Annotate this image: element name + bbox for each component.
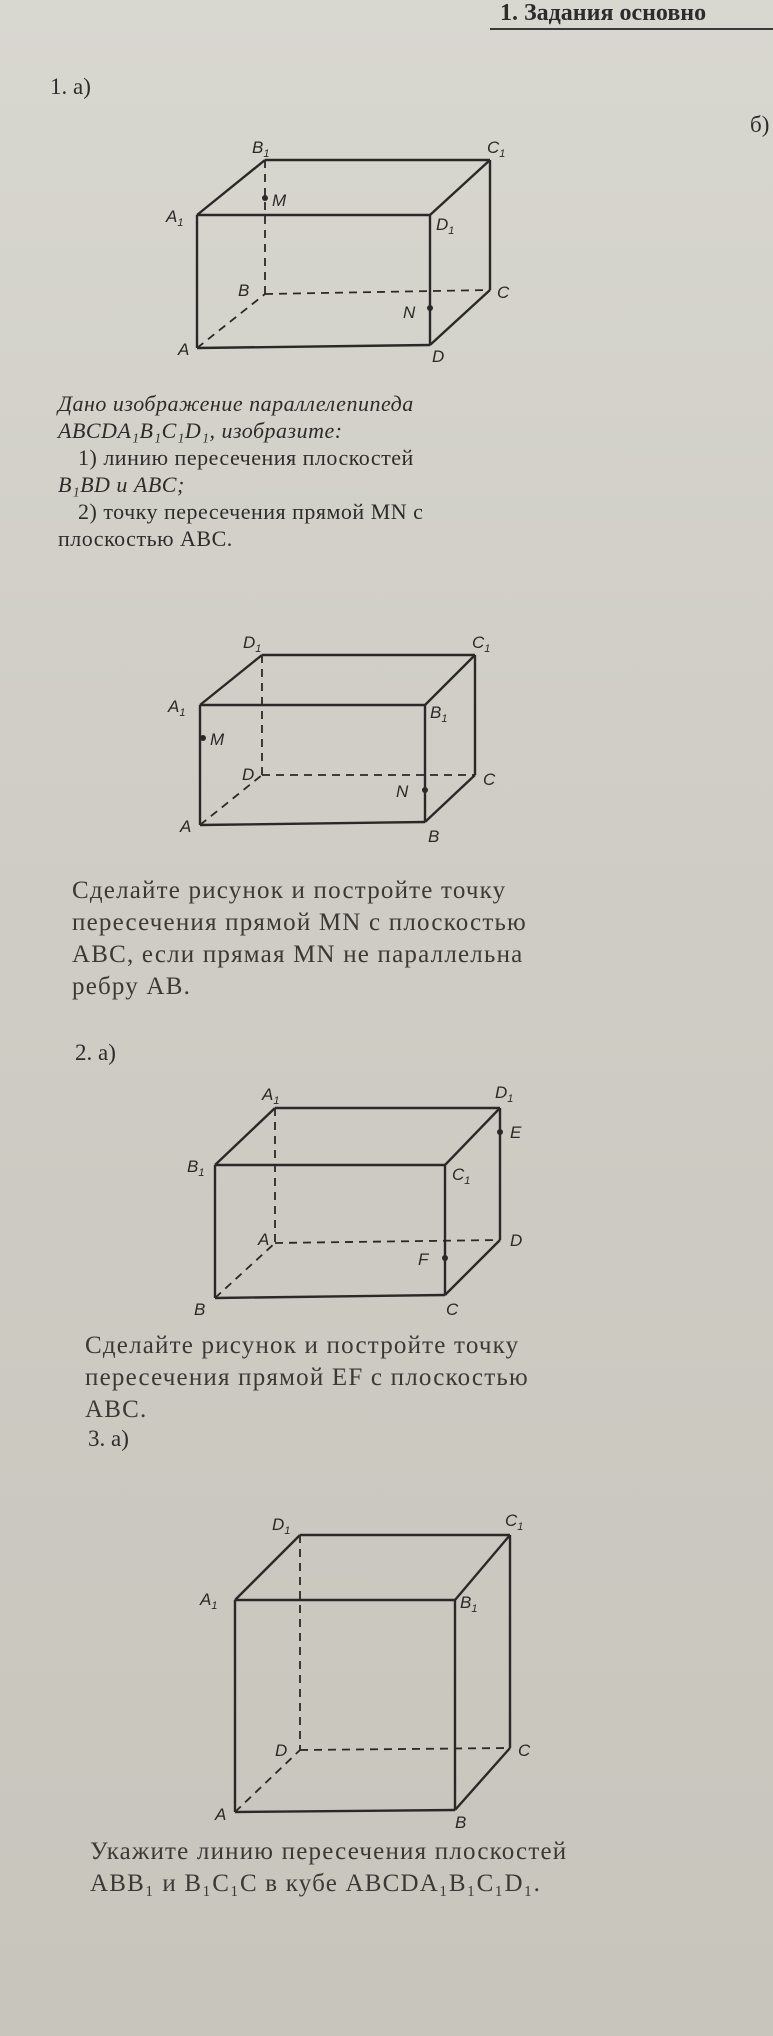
label-D1: $D_1$ — [436, 215, 455, 237]
task1b-text-line-1: Сделайте рисунок и постройте точку — [72, 877, 507, 904]
task1-number: 1. а) — [50, 74, 91, 99]
label-B1: $B_1$ — [430, 703, 448, 725]
label-M: M — [272, 191, 287, 210]
label-A: A — [215, 1805, 227, 1824]
label-B: B — [238, 281, 250, 300]
label-C: C — [497, 283, 510, 302]
task3-text-line-2: ABB₁ и B₁C₁C в кубе ABCDA₁B₁C₁D₁. — [90, 1870, 542, 1897]
label-D1: $D_1$ — [272, 1515, 291, 1537]
label-C1: $C_1$ — [472, 633, 491, 655]
label-A1: $A_1$ — [168, 697, 186, 719]
label-M: M — [210, 730, 225, 749]
label-D1: $D_1$ — [495, 1083, 514, 1105]
label-B: B — [428, 827, 440, 846]
task1-text-line-3: 1) линию пересечения плоскостей — [78, 445, 414, 470]
task1-text-line-5: 2) точку пересечения прямой MN с — [78, 499, 424, 524]
hidden-edge-AD — [235, 1750, 300, 1812]
label-A1: $A_1$ — [262, 1085, 280, 1107]
label-C1: $C_1$ — [487, 138, 506, 160]
label-C1: $C_1$ — [505, 1511, 524, 1533]
label-D: D — [275, 1741, 288, 1760]
task2-text-line-3: ABC. — [85, 1396, 148, 1423]
side-label: б) — [750, 112, 770, 137]
label-A: A — [180, 817, 192, 836]
label-D: D — [510, 1231, 523, 1250]
label-A1: $A_1$ — [200, 1590, 218, 1612]
task1-text-line-4: B₁BD и ABC; — [58, 472, 185, 497]
label-N: N — [396, 782, 409, 801]
label-B1: $B_1$ — [460, 1593, 478, 1615]
hidden-edge-DC — [300, 1748, 510, 1750]
task2-number: 2. а) — [75, 1040, 116, 1065]
label-B1: $B_1$ — [187, 1157, 205, 1179]
task1-text-line-2: ABCDA₁B₁C₁D₁, изобразите: — [58, 418, 343, 443]
label-D: D — [242, 765, 255, 784]
edge-BC — [455, 1748, 510, 1810]
label-C: C — [446, 1300, 459, 1319]
label-A1: $A_1$ — [166, 207, 184, 229]
task1b-text-line-2: пересечения прямой MN с плоскостью — [72, 909, 527, 936]
label-C: C — [483, 770, 496, 789]
label-N: N — [403, 303, 416, 322]
edge-A1D1 — [235, 1535, 300, 1600]
label-C1: $C_1$ — [452, 1165, 471, 1187]
label-B1: $B_1$ — [252, 138, 270, 160]
label-F: F — [418, 1250, 429, 1269]
label-E: E — [510, 1123, 522, 1142]
label-A: A — [178, 340, 190, 359]
task1b-text-line-4: ребру AB. — [72, 973, 192, 1000]
label-C: C — [518, 1741, 531, 1760]
task1b-text-line-3: ABC, если прямая MN не параллельна — [72, 941, 524, 968]
edge-B1C1 — [455, 1535, 510, 1600]
label-B: B — [455, 1813, 467, 1832]
task1-text-line-6: плоскостью ABC. — [58, 526, 233, 551]
label-D1: $D_1$ — [243, 633, 262, 655]
edge-AB — [235, 1810, 455, 1812]
task1-text-line-1: Дано изображение параллелепипеда — [58, 391, 414, 416]
task2-text-line-1: Сделайте рисунок и постройте точку — [85, 1332, 520, 1359]
task2-text-line-2: пересечения прямой EF с плоскостью — [85, 1364, 529, 1391]
section-header: 1. Задания основно — [500, 0, 707, 26]
task3-number: 3. а) — [88, 1426, 129, 1451]
label-A: A — [258, 1230, 270, 1249]
label-D: D — [432, 347, 445, 366]
label-B: B — [194, 1300, 206, 1319]
task3-text-line-1: Укажите линию пересечения плоскостей — [90, 1838, 568, 1865]
